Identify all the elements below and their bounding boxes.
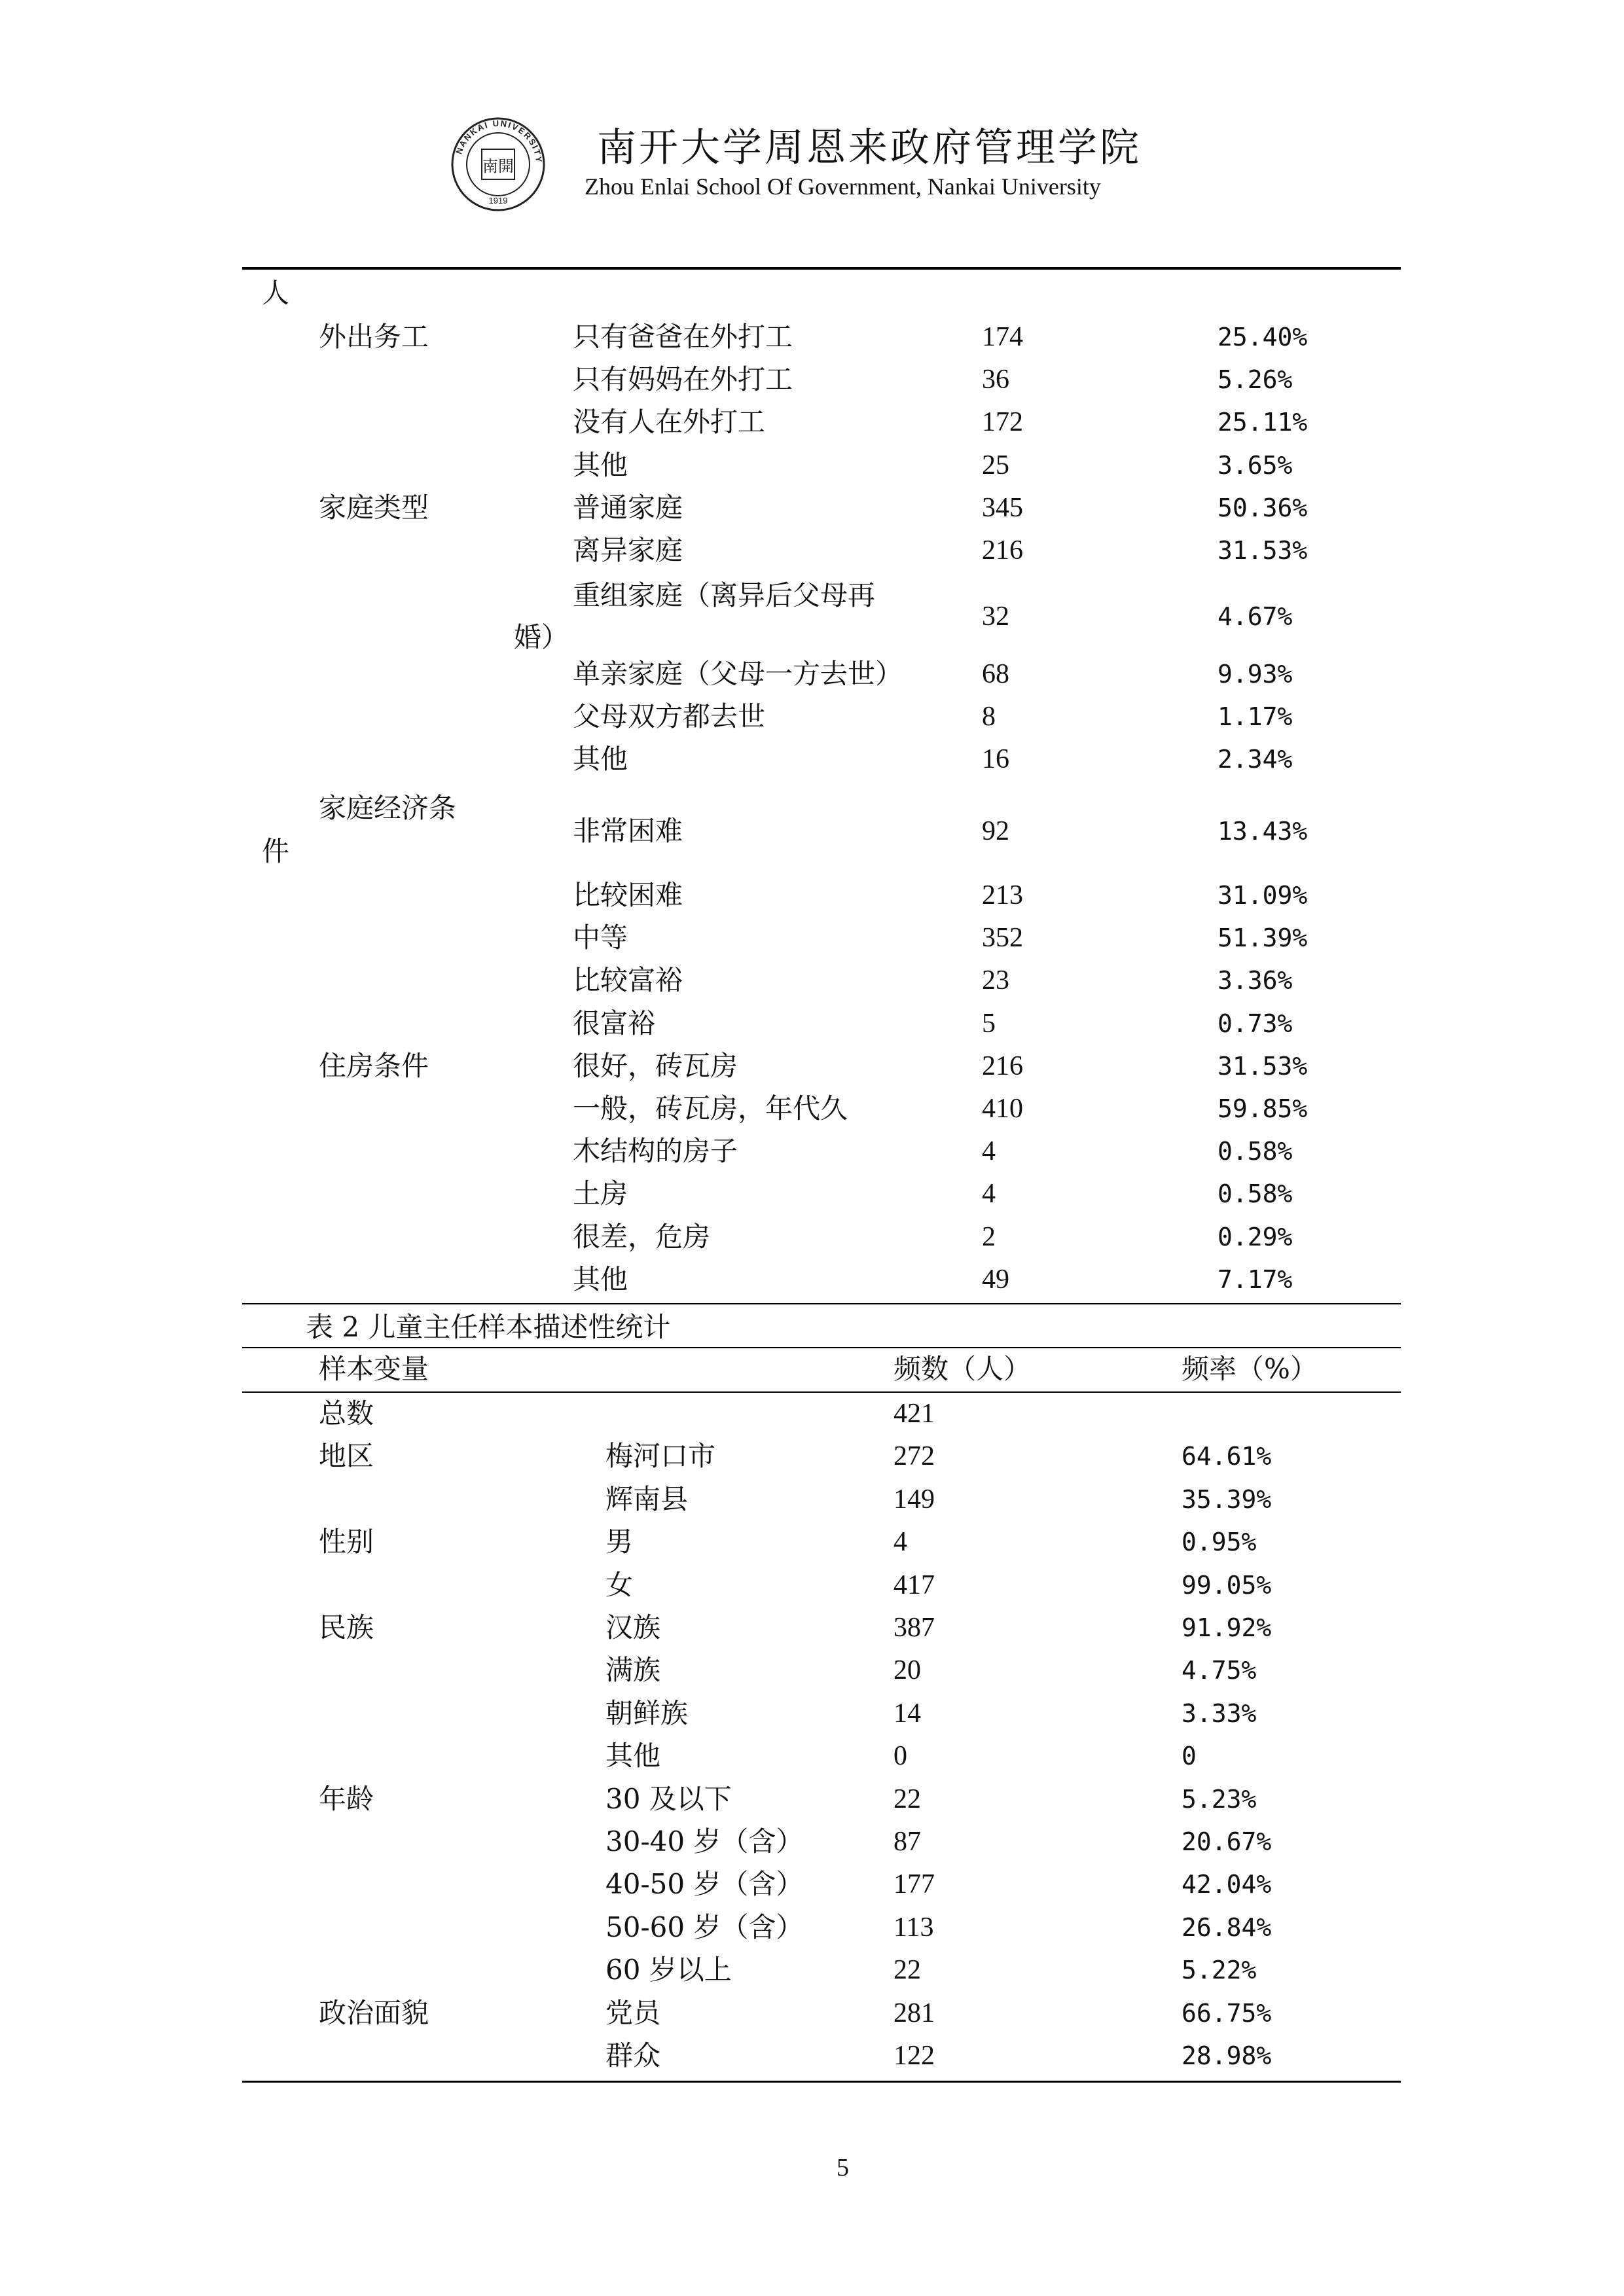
table-row bbox=[0, 740, 1624, 779]
option-label: 其他 bbox=[573, 1263, 628, 1295]
percent-value: 26.84% bbox=[1182, 1912, 1272, 1942]
percent-value: 5.22% bbox=[1182, 1956, 1257, 1985]
option-label: 30 及以下 bbox=[605, 1782, 732, 1815]
count-value: 49 bbox=[982, 1264, 1009, 1295]
percent-value: 4.75% bbox=[1182, 1656, 1257, 1685]
percent-value: 3.65% bbox=[1218, 450, 1293, 480]
percent-value: 91.92% bbox=[1182, 1613, 1272, 1642]
table-row bbox=[0, 1651, 1624, 1690]
option-label: 很差，危房 bbox=[573, 1220, 711, 1253]
count-value: 410 bbox=[982, 1094, 1023, 1124]
option-label: 满族 bbox=[605, 1654, 661, 1687]
percent-value: 25.11% bbox=[1218, 408, 1308, 437]
table-row bbox=[0, 655, 1624, 694]
category-label: 总数 bbox=[319, 1397, 374, 1429]
count-value: 213 bbox=[982, 880, 1023, 910]
category-label: 性别 bbox=[319, 1526, 374, 1558]
category-label: 民族 bbox=[319, 1611, 374, 1643]
option-label: 父母双方都去世 bbox=[573, 700, 766, 733]
table2-caption: 表 2 儿童主任样本描述性统计 bbox=[306, 1311, 671, 1343]
option-label: 40-50 岁（含） bbox=[605, 1868, 804, 1901]
table-row bbox=[0, 1608, 1624, 1647]
table-row bbox=[0, 1480, 1624, 1519]
option-label: 很好，砖瓦房 bbox=[573, 1049, 738, 1082]
category-label: 年龄 bbox=[319, 1782, 374, 1815]
option-label: 30-40 岁（含） bbox=[605, 1825, 804, 1857]
percent-value: 4.67% bbox=[1218, 602, 1293, 631]
option-label: 重组家庭（离异后父母再 bbox=[573, 579, 876, 611]
percent-value: 20.67% bbox=[1182, 1827, 1272, 1856]
option-label: 土房 bbox=[573, 1177, 628, 1210]
count-value: 113 bbox=[893, 1912, 934, 1943]
percent-value: 42.04% bbox=[1182, 1870, 1272, 1899]
table-row bbox=[0, 876, 1624, 915]
category-label: 外出务工 bbox=[319, 321, 429, 353]
count-value: 25 bbox=[982, 450, 1009, 480]
percent-value: 3.36% bbox=[1218, 966, 1293, 996]
option-label: 木结构的房子 bbox=[573, 1135, 738, 1168]
percent-value: 31.53% bbox=[1218, 1051, 1308, 1081]
option-label: 比较富裕 bbox=[573, 964, 683, 997]
svg-text:NANKAI UNIVERSITY: NANKAI UNIVERSITY bbox=[454, 118, 545, 164]
count-value: 2 bbox=[982, 1221, 996, 1252]
count-value: 281 bbox=[893, 1998, 935, 2028]
table-row bbox=[0, 961, 1624, 1000]
header-count: 频数（人） bbox=[893, 1353, 1032, 1385]
table-row bbox=[0, 832, 1624, 871]
header-title-cn: 南开大学周恩来政府管理学院 bbox=[597, 125, 1142, 171]
category-label-wrap: 件 bbox=[262, 835, 290, 867]
category-label: 政治面貌 bbox=[319, 1996, 429, 2029]
percent-value: 0.58% bbox=[1218, 1137, 1293, 1166]
table-row bbox=[0, 1132, 1624, 1171]
count-value: 216 bbox=[982, 535, 1023, 565]
option-label: 非常困难 bbox=[573, 815, 683, 847]
option-label: 汉族 bbox=[605, 1611, 661, 1643]
table-row bbox=[0, 2036, 1624, 2075]
svg-text:南開: 南開 bbox=[482, 157, 514, 175]
percent-value: 0.29% bbox=[1218, 1222, 1293, 1251]
header-variable: 样本变量 bbox=[319, 1353, 429, 1385]
table-row bbox=[0, 1437, 1624, 1476]
count-value: 177 bbox=[893, 1869, 935, 1900]
count-value: 20 bbox=[893, 1655, 921, 1686]
count-value: 417 bbox=[893, 1570, 935, 1600]
percent-value: 31.53% bbox=[1218, 536, 1308, 565]
table-row bbox=[0, 1694, 1624, 1733]
count-value: 36 bbox=[982, 365, 1009, 395]
table2-top-rule bbox=[242, 1347, 1401, 1348]
table-row bbox=[0, 1736, 1624, 1776]
count-value: 23 bbox=[982, 965, 1009, 996]
table-row bbox=[0, 1566, 1624, 1605]
option-label: 普通家庭 bbox=[573, 491, 683, 524]
category-label: 住房条件 bbox=[319, 1049, 429, 1082]
percent-value: 13.43% bbox=[1218, 817, 1308, 846]
header-title-en: Zhou Enlai School Of Government, Nankai University bbox=[585, 173, 1101, 200]
table-row bbox=[0, 1780, 1624, 1819]
count-value: 4 bbox=[982, 1179, 996, 1210]
option-label: 其他 bbox=[573, 743, 628, 776]
count-value: 174 bbox=[982, 322, 1023, 352]
table-row bbox=[0, 1217, 1624, 1257]
table-row bbox=[0, 360, 1624, 399]
count-value: 22 bbox=[893, 1955, 921, 1986]
option-label: 单亲家庭（父母一方去世） bbox=[573, 658, 903, 690]
option-label: 朝鲜族 bbox=[605, 1696, 689, 1729]
count-value: 387 bbox=[893, 1613, 935, 1643]
option-label: 60 岁以上 bbox=[605, 1954, 732, 1986]
count-value: 172 bbox=[982, 407, 1023, 438]
table2-header-rule bbox=[242, 1391, 1401, 1393]
percent-value: 25.40% bbox=[1218, 323, 1308, 351]
percent-value: 1.17% bbox=[1218, 702, 1293, 732]
percent-value: 9.93% bbox=[1218, 660, 1293, 689]
percent-value: 35.39% bbox=[1182, 1484, 1272, 1514]
count-value: 149 bbox=[893, 1484, 935, 1515]
count-value: 92 bbox=[982, 816, 1009, 846]
header-percent: 频率（%） bbox=[1182, 1353, 1318, 1385]
option-label: 一般，砖瓦房，年代久 bbox=[573, 1092, 848, 1124]
table-row bbox=[0, 403, 1624, 442]
svg-text:1919: 1919 bbox=[488, 196, 508, 206]
table-row bbox=[0, 1089, 1624, 1128]
percent-value: 0.95% bbox=[1182, 1528, 1257, 1557]
category-label: 地区 bbox=[319, 1440, 374, 1473]
option-label: 党员 bbox=[605, 1996, 661, 2029]
table-row bbox=[0, 1908, 1624, 1947]
table-row bbox=[0, 1047, 1624, 1086]
continuation-row bbox=[0, 274, 1624, 313]
table-row bbox=[0, 317, 1624, 357]
percent-value: 5.23% bbox=[1182, 1784, 1257, 1814]
table2-header-row bbox=[0, 1350, 1624, 1389]
category-label: 家庭类型 bbox=[319, 491, 429, 524]
percent-value: 66.75% bbox=[1182, 1998, 1272, 2028]
table-row bbox=[0, 1865, 1624, 1904]
count-value: 4 bbox=[893, 1527, 907, 1558]
percent-value: 5.26% bbox=[1218, 365, 1293, 395]
continuation-char: 人 bbox=[262, 277, 290, 309]
count-value: 122 bbox=[893, 2041, 935, 2071]
option-label: 中等 bbox=[573, 922, 628, 954]
count-value: 272 bbox=[893, 1441, 935, 1472]
table-row bbox=[0, 531, 1624, 570]
percent-value: 0.58% bbox=[1218, 1179, 1293, 1209]
option-label: 没有人在外打工 bbox=[573, 406, 766, 439]
count-value: 421 bbox=[893, 1399, 935, 1429]
percent-value: 3.33% bbox=[1182, 1698, 1257, 1728]
percent-value: 7.17% bbox=[1218, 1265, 1293, 1294]
count-value: 0 bbox=[893, 1741, 907, 1772]
option-label: 离异家庭 bbox=[573, 534, 683, 566]
table-row bbox=[0, 446, 1624, 485]
option-label: 梅河口市 bbox=[605, 1440, 716, 1473]
percent-value: 64.61% bbox=[1182, 1442, 1272, 1471]
category-label: 家庭经济条 bbox=[319, 792, 457, 824]
count-value: 16 bbox=[982, 744, 1009, 775]
table-row bbox=[0, 1950, 1624, 1990]
table-row bbox=[0, 618, 1624, 657]
table-row bbox=[0, 918, 1624, 958]
count-value: 32 bbox=[982, 601, 1009, 632]
count-value: 5 bbox=[982, 1008, 996, 1039]
option-label-wrap: 婚） bbox=[514, 621, 569, 653]
nankai-university-seal bbox=[450, 117, 546, 212]
table-row bbox=[0, 1994, 1624, 2033]
percent-value: 31.09% bbox=[1218, 881, 1308, 910]
count-value: 87 bbox=[893, 1827, 921, 1857]
table1-bottom-rule bbox=[242, 1303, 1401, 1304]
table-row bbox=[0, 697, 1624, 736]
count-value: 352 bbox=[982, 923, 1023, 954]
percent-value: 2.34% bbox=[1218, 745, 1293, 774]
count-value: 22 bbox=[893, 1784, 921, 1814]
header-rule bbox=[242, 267, 1401, 270]
option-label: 其他 bbox=[605, 1740, 661, 1772]
option-label: 女 bbox=[605, 1568, 634, 1601]
option-label: 其他 bbox=[573, 448, 628, 481]
page-number: 5 bbox=[837, 2154, 849, 2181]
count-value: 68 bbox=[982, 659, 1009, 689]
option-label: 男 bbox=[605, 1526, 634, 1558]
option-label: 比较困难 bbox=[573, 879, 683, 911]
percent-value: 99.05% bbox=[1182, 1570, 1272, 1600]
percent-value: 51.39% bbox=[1218, 924, 1308, 953]
table-row bbox=[0, 1522, 1624, 1562]
count-value: 8 bbox=[982, 702, 996, 732]
count-value: 216 bbox=[982, 1050, 1023, 1081]
option-label: 辉南县 bbox=[605, 1482, 689, 1515]
table-row bbox=[0, 1394, 1624, 1433]
percent-value: 28.98% bbox=[1182, 2041, 1272, 2070]
count-value: 345 bbox=[982, 492, 1023, 523]
table-row bbox=[0, 488, 1624, 528]
percent-value: 50.36% bbox=[1218, 493, 1308, 522]
count-value: 4 bbox=[982, 1136, 996, 1167]
percent-value: 0.73% bbox=[1218, 1009, 1293, 1038]
option-label: 50-60 岁（含） bbox=[605, 1910, 804, 1943]
table-row bbox=[0, 1822, 1624, 1861]
option-label: 很富裕 bbox=[573, 1007, 656, 1039]
option-label: 只有爸爸在外打工 bbox=[573, 321, 793, 353]
percent-value: 59.85% bbox=[1218, 1094, 1308, 1123]
table-row bbox=[0, 1174, 1624, 1213]
percent-value: 0 bbox=[1182, 1742, 1197, 1771]
option-label: 群众 bbox=[605, 2039, 661, 2072]
table-row bbox=[0, 1004, 1624, 1043]
table2-bottom-rule bbox=[242, 2081, 1401, 2083]
option-label: 只有妈妈在外打工 bbox=[573, 363, 793, 396]
count-value: 14 bbox=[893, 1698, 921, 1729]
table-row bbox=[0, 1260, 1624, 1299]
